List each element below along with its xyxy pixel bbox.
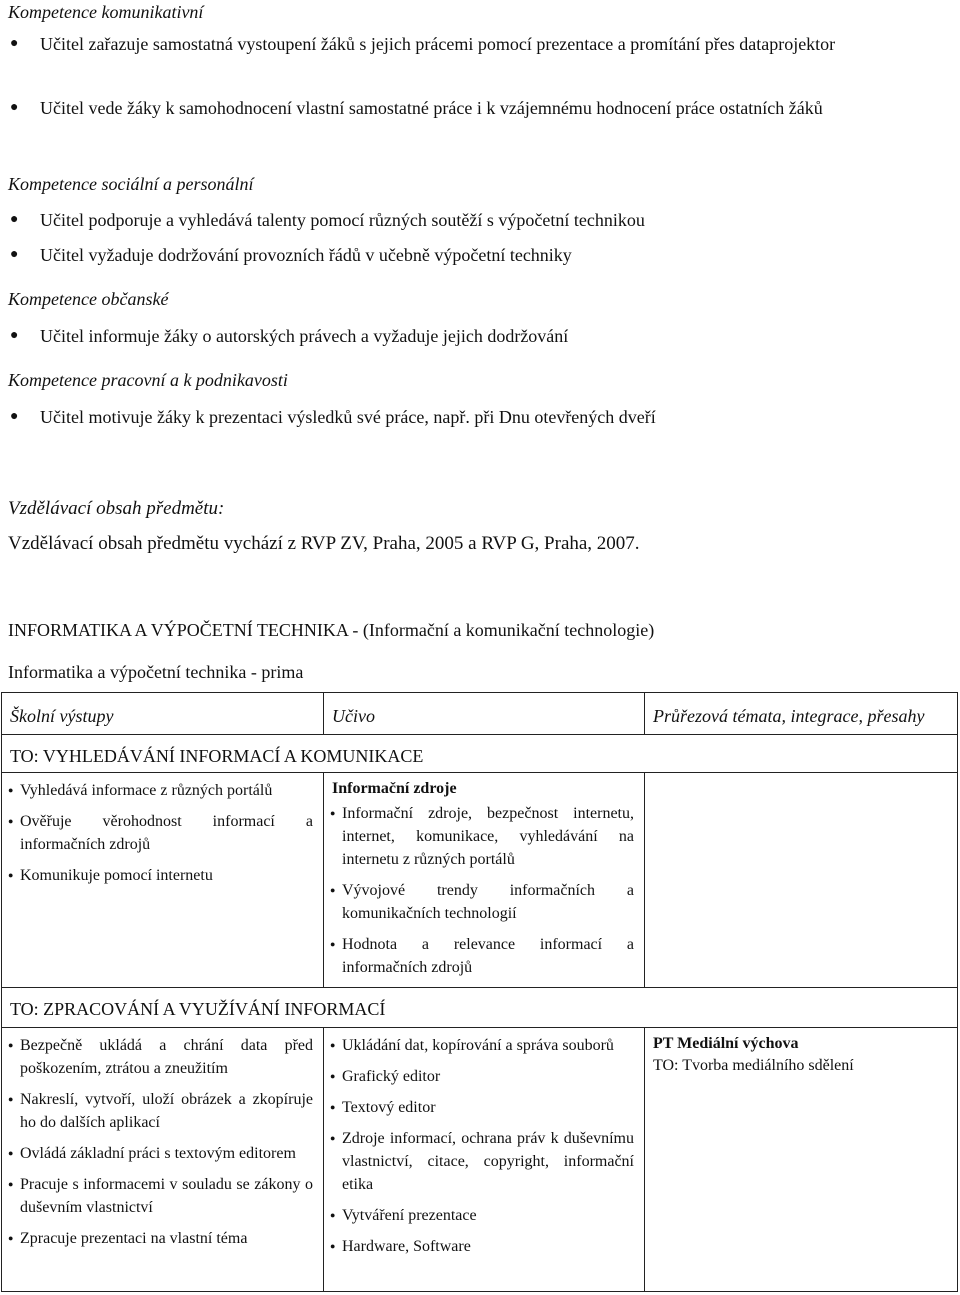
section-heading: Kompetence občanské [8, 289, 169, 309]
list-item: ● Zdroje informací, ochrana práv k duševnímu vlastnictví, citace, copyright, informační etika [330, 1127, 634, 1196]
table-row [2, 988, 958, 1028]
themes-cell [645, 773, 958, 988]
themes-cell [645, 1028, 958, 1292]
table-header-row [2, 693, 958, 735]
list-item: ● Bezpečně ukládá a chrání data před poškozením, ztrátou a zneužitím [8, 1034, 313, 1080]
table-row [2, 1028, 958, 1292]
list-item: ● Grafický editor [330, 1065, 634, 1088]
themes-text: TO: Tvorba mediálního sdělení [653, 1057, 854, 1074]
content-heading: Vzdělávací obsah předmětu: [8, 498, 225, 519]
list-item: ● Textový editor [330, 1096, 634, 1119]
bullet-icon: ● [10, 328, 19, 343]
section-heading: Kompetence komunikativní [8, 2, 204, 22]
content-text: Vzdělávací obsah předmětu vychází z RVP ZV, Praha, 2005 a RVP G, Praha, 2007. [8, 533, 640, 554]
block-title: TO: ZPRACOVÁNÍ A VYUŽÍVÁNÍ INFORMACÍ [2, 988, 958, 1028]
list-item: ● Zpracuje prezentaci na vlastní téma [8, 1227, 313, 1250]
list-item: ● Pracuje s informacemi v souladu se zákony o duševním vlastnictví [8, 1173, 313, 1219]
themes-title: PT Mediální výchova [653, 1035, 799, 1052]
list-item: ● Informační zdroje, bezpečnost internetu, internet, komunikace, vyhledávání na internetu z různých portálů [330, 802, 634, 871]
list-item: ● Ověřuje věrohodnost informací a informačních zdrojů [8, 810, 313, 856]
curriculum-cell [324, 773, 645, 988]
header-curriculum: Učivo [324, 693, 645, 735]
curriculum-cell [324, 1028, 645, 1292]
header-outputs: Školní výstupy [2, 693, 324, 735]
list-item: ● Nakreslí, vytvoří, uloží obrázek a zkopíruje ho do dalších aplikací [8, 1088, 313, 1134]
table-row [2, 735, 958, 773]
subject-title: INFORMATIKA A VÝPOČETNÍ TECHNIKA - (Informační a komunikační technologie) [8, 620, 655, 640]
list-item: ● Vytváření prezentace [330, 1204, 634, 1227]
list-item: ● Vyhledává informace z různých portálů [8, 779, 313, 802]
list-item: ● Hodnota a relevance informací a informačních zdrojů [330, 933, 634, 979]
list-item: ● Vývojové trendy informačních a komunikačních technologií [330, 879, 634, 925]
block-title: TO: VYHLEDÁVÁNÍ INFORMACÍ A KOMUNIKACE [2, 735, 958, 773]
list-item: ● Ukládání dat, kopírování a správa souborů [330, 1034, 634, 1057]
bullet-icon: ● [10, 409, 19, 424]
list-item: ● Hardware, Software [330, 1235, 634, 1258]
list-item: ● Komunikuje pomocí internetu [8, 864, 313, 887]
outputs-cell [2, 1028, 324, 1292]
bullet-icon: ● [10, 212, 19, 227]
curriculum-table [1, 692, 958, 1292]
subject-subtitle: Informatika a výpočetní technika - prima [8, 662, 304, 682]
section-heading: Kompetence pracovní a k podnikavosti [8, 370, 288, 390]
curriculum-title: Informační zdroje [332, 780, 457, 797]
list-item: ● Ovládá základní práci s textovým editorem [8, 1142, 313, 1165]
header-themes: Průřezová témata, integrace, přesahy [645, 693, 958, 735]
outputs-cell [2, 773, 324, 988]
section-heading: Kompetence sociální a personální [8, 174, 254, 194]
bullet-icon: ● [10, 36, 19, 51]
bullet-icon: ● [10, 100, 19, 115]
table-row [2, 773, 958, 988]
bullet-icon: ● [10, 247, 19, 262]
